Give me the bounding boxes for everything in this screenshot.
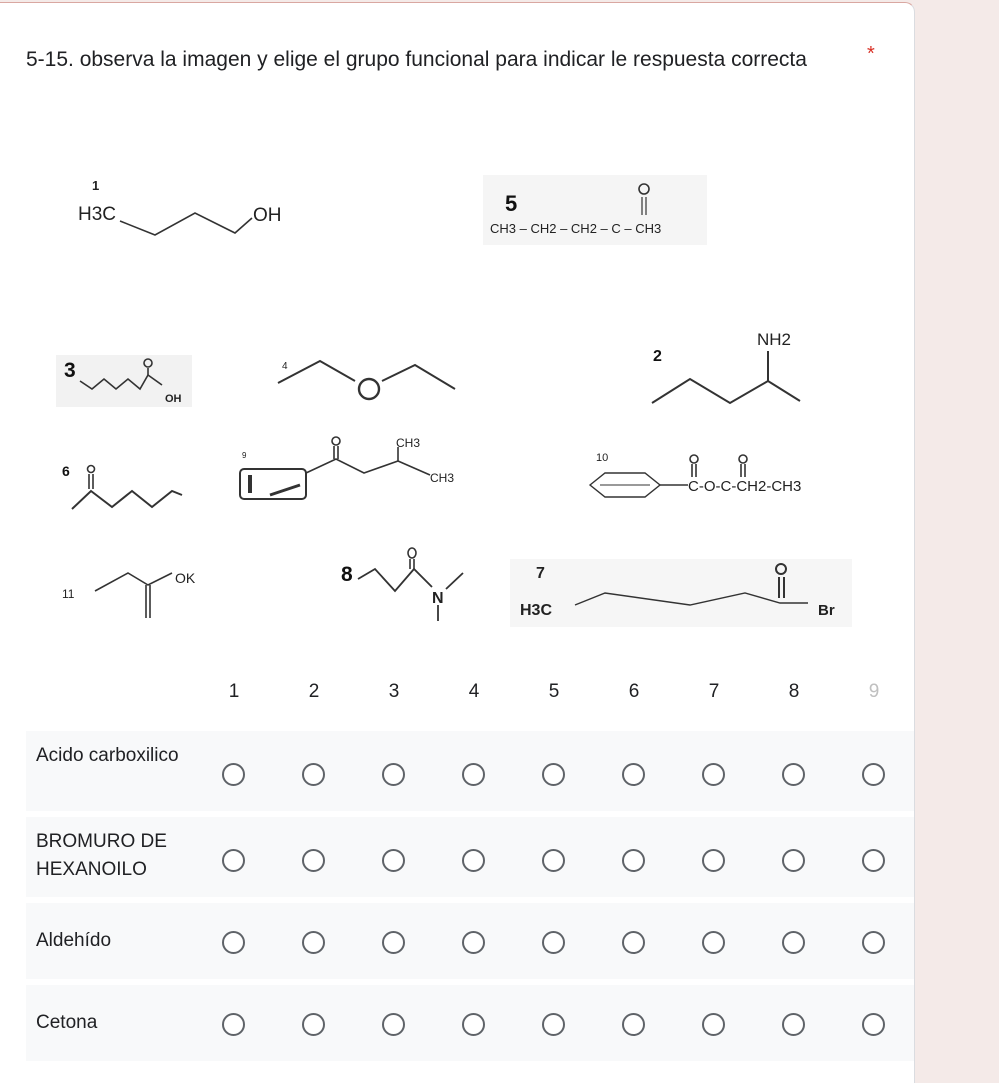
molecule-10-formula: C-O-C-CH2-CH3 [688, 478, 802, 495]
column-header-8: 8 [788, 681, 800, 702]
radio-row2-col8[interactable] [782, 849, 805, 872]
radio-row3-col3[interactable] [382, 931, 405, 954]
radio-row3-col2[interactable] [302, 931, 325, 954]
radio-row3-col8[interactable] [782, 931, 805, 954]
radio-row4-col6[interactable] [622, 1013, 645, 1036]
molecule-9-ch3-top: CH3 [396, 436, 421, 450]
radio-row1-col9[interactable] [862, 763, 885, 786]
radio-row2-col6[interactable] [622, 849, 645, 872]
radio-row3-col1[interactable] [222, 931, 245, 954]
molecule-2-number: 2 [653, 348, 662, 365]
molecule-11-chain [95, 573, 172, 591]
row-label: BROMURO DE HEXANOILO [36, 831, 167, 880]
radio-row4-col4[interactable] [462, 1013, 485, 1036]
molecule-7-number: 7 [536, 565, 545, 582]
radio-row4-col2[interactable] [302, 1013, 325, 1036]
radio-row4-col3[interactable] [382, 1013, 405, 1036]
radio-row3-col5[interactable] [542, 931, 565, 954]
column-header-3: 3 [388, 681, 400, 702]
molecule-4-number: 4 [282, 361, 288, 372]
molecule-6-chain [72, 491, 182, 509]
column-header-4: 4 [468, 681, 480, 702]
molecule-1-h3c: H3C [78, 204, 117, 225]
radio-row1-col3[interactable] [382, 763, 405, 786]
molecule-5-formula: CH3 – CH2 – CH2 – C – CH3 [490, 221, 662, 236]
grid-row-acido-carboxilico [26, 731, 915, 811]
molecule-2-chain [652, 379, 800, 403]
row-label: Cetona [36, 1012, 98, 1033]
column-header-5: 5 [548, 681, 560, 702]
radio-row1-col7[interactable] [702, 763, 725, 786]
molecule-8-n: N [432, 590, 444, 607]
radio-row2-col2[interactable] [302, 849, 325, 872]
radio-row1-col1[interactable] [222, 763, 245, 786]
molecule-4-chain-left [278, 361, 355, 383]
molecule-1-chain [120, 213, 252, 235]
radio-row4-col9[interactable] [862, 1013, 885, 1036]
molecule-4-oxygen [359, 379, 379, 399]
molecule-4-chain-right [382, 365, 455, 389]
molecule-9-number: 9 [242, 451, 247, 460]
radio-row3-col6[interactable] [622, 931, 645, 954]
molecule-figure [0, 3, 914, 653]
radio-row2-col9[interactable] [862, 849, 885, 872]
molecule-5-number: 5 [505, 191, 518, 216]
column-header-6: 6 [628, 681, 640, 702]
radio-row2-col3[interactable] [382, 849, 405, 872]
column-header-1: 1 [228, 681, 240, 702]
required-asterisk: * [867, 43, 875, 65]
molecule-10-number: 10 [596, 452, 609, 464]
grid-row-cetona [26, 985, 915, 1061]
grid-row-aldehido [26, 903, 915, 979]
molecule-6-number: 6 [62, 463, 70, 479]
radio-row4-col8[interactable] [782, 1013, 805, 1036]
molecule-7-box [510, 559, 852, 627]
molecule-1-number: 1 [92, 178, 100, 193]
molecule-1-oh: OH [253, 205, 282, 226]
column-header-9: 9 [868, 681, 880, 702]
molecule-9-ch3-bottom: CH3 [430, 471, 455, 485]
row-label: Aldehído [36, 930, 112, 951]
molecule-7-h3c: H3C [520, 602, 553, 619]
radio-row1-col6[interactable] [622, 763, 645, 786]
radio-row2-col1[interactable] [222, 849, 245, 872]
radio-row2-col4[interactable] [462, 849, 485, 872]
radio-row4-col1[interactable] [222, 1013, 245, 1036]
radio-row4-col5[interactable] [542, 1013, 565, 1036]
molecule-3-number: 3 [64, 359, 76, 382]
radio-row3-col7[interactable] [702, 931, 725, 954]
radio-row4-col7[interactable] [702, 1013, 725, 1036]
radio-row3-col9[interactable] [862, 931, 885, 954]
radio-row3-col4[interactable] [462, 931, 485, 954]
radio-row1-col4[interactable] [462, 763, 485, 786]
column-header-2: 2 [308, 681, 320, 702]
question-title: 5-15. observa la imagen y elige el grupo funcional para indicar le respuesta correcta [26, 48, 807, 71]
molecule-11-ok: OK [175, 570, 196, 586]
molecule-8-chain [358, 569, 432, 591]
question-card [0, 2, 915, 1083]
molecule-7-br: Br [818, 602, 835, 619]
radio-row2-col5[interactable] [542, 849, 565, 872]
radio-row2-col7[interactable] [702, 849, 725, 872]
radio-row1-col5[interactable] [542, 763, 565, 786]
molecule-9-chain [306, 459, 430, 475]
row-label: Acido carboxilico [36, 745, 179, 766]
radio-row1-col8[interactable] [782, 763, 805, 786]
radio-row1-col2[interactable] [302, 763, 325, 786]
molecule-2-nh2: NH2 [757, 330, 792, 349]
column-header-7: 7 [708, 681, 720, 702]
molecule-8-number: 8 [341, 563, 353, 586]
grid-row-bromuro-de-hexanoilo [26, 817, 915, 897]
molecule-11-number: 11 [62, 587, 75, 601]
molecule-3-oh: OH [165, 393, 182, 405]
